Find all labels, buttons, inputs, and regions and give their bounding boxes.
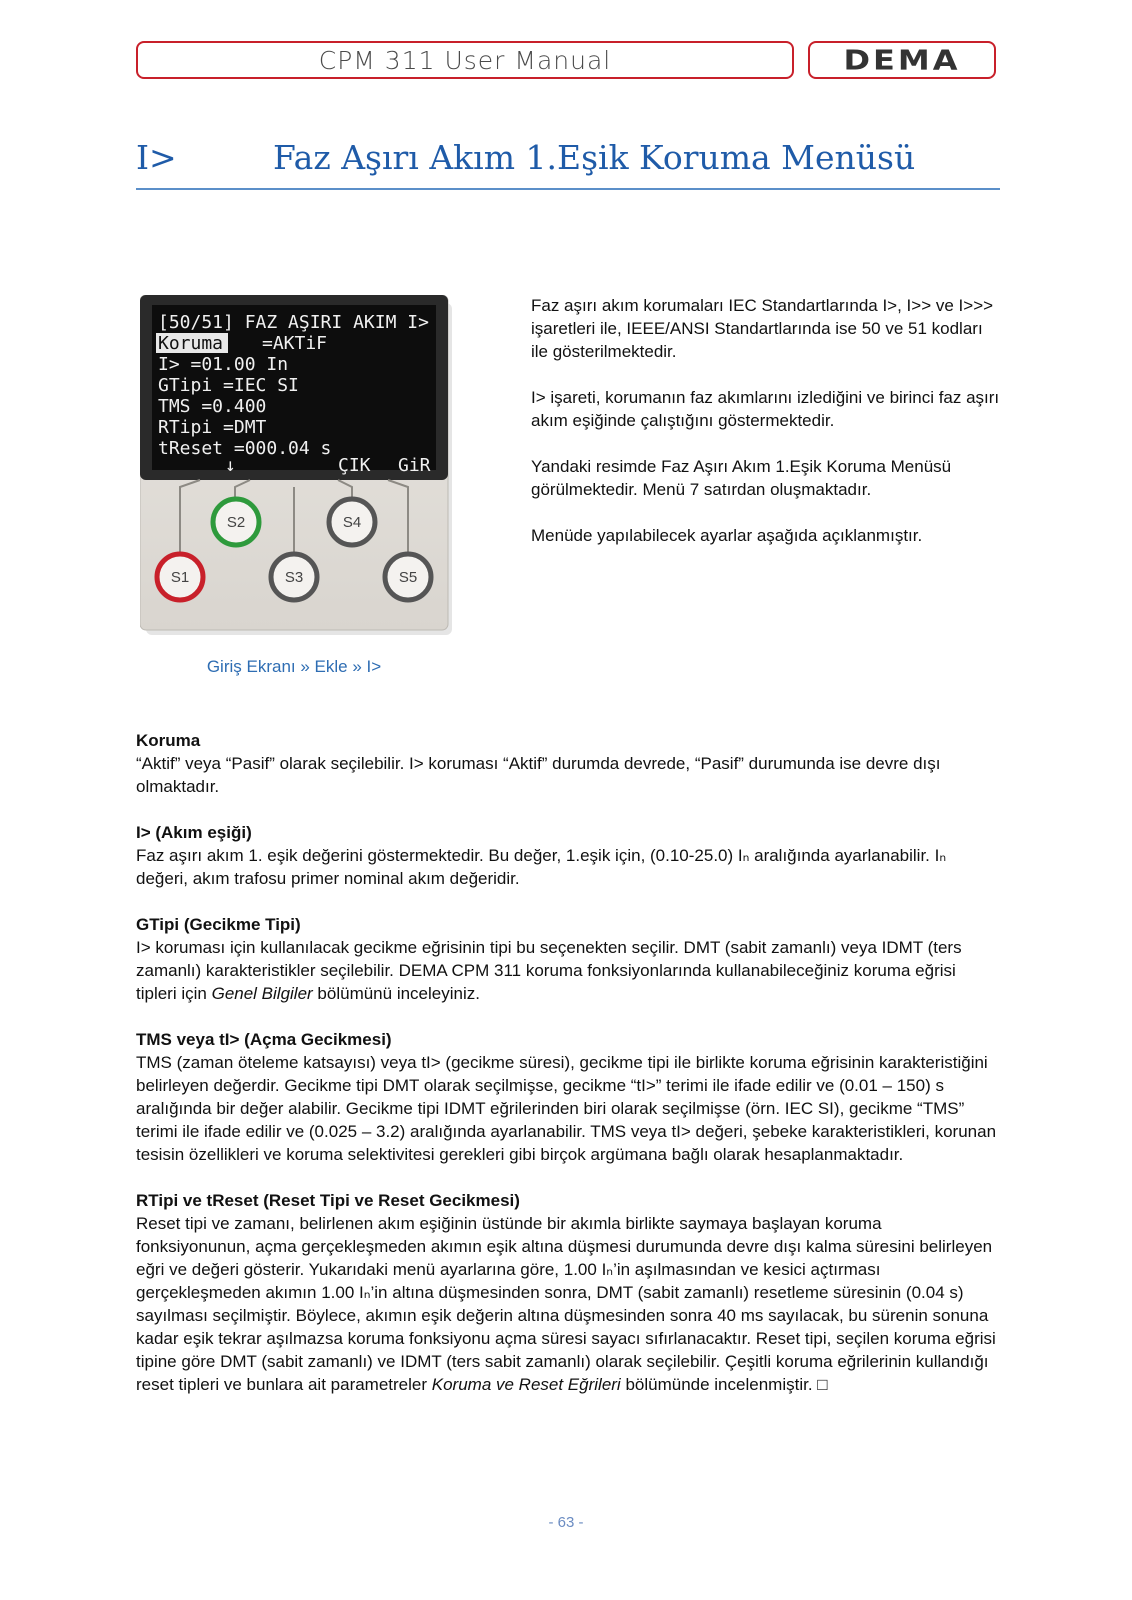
section-heading xyxy=(136,136,1000,190)
lcd-line-2-selected: Koruma xyxy=(158,333,224,354)
lcd-line-2-value: =AKTiF xyxy=(262,333,328,354)
intro-paragraph-2: I> işareti, korumanın faz akımlarını izlediğini ve birinci faz aşırı akım eşiğinde çalıştığını göstermektedir. xyxy=(531,388,1000,430)
lcd-line-7: tReset =000.04 s xyxy=(158,438,332,459)
s3-button[interactable] xyxy=(271,554,317,600)
dema-logo xyxy=(808,41,996,79)
svg-text:S1: S1 xyxy=(170,569,190,586)
intro-text xyxy=(531,294,1001,570)
lcd-line-1: [50/51] FAZ AŞIRI AKIM I> xyxy=(158,312,429,333)
lcd-line-3: I> =01.00 In xyxy=(158,354,289,375)
page-number: - 63 - xyxy=(548,1514,584,1531)
svg-text:S3: S3 xyxy=(284,569,304,586)
lcd-line-5: TMS =0.400 xyxy=(158,396,267,417)
section-text-koruma: “Aktif” veya “Pasif” olarak seçilebilir. I> koruması “Aktif” durumda devrede, “Pasif” durumunda ise devre dışı olmaktadır. xyxy=(136,754,941,796)
section-title-reset: RTipi ve tReset (Reset Tipi ve Reset Gecikmesi) xyxy=(136,1191,520,1210)
s5-button[interactable] xyxy=(385,554,431,600)
section-title-threshold: I> (Akım eşiği) xyxy=(136,823,252,842)
section-title-delay-type: GTipi (Gecikme Tipi) xyxy=(136,915,301,934)
intro-paragraph-1: Faz aşırı akım korumaları IEC Standartlarında I>, I>> ve I>>> işaretleri ile, IEEE/ANSI Standartlarında ise 50 ve 51 kodları ile gösterilmektedir. xyxy=(531,296,994,361)
heading-title: Faz Aşırı Akım 1.Eşik Koruma Menüsü xyxy=(273,138,916,177)
figure-caption: Giriş Ekranı » Ekle » I> xyxy=(206,657,382,676)
s1-button[interactable] xyxy=(157,554,203,600)
section-text-reset: Reset tipi ve zamanı, belirlenen akım eşiğinin üstünde bir akımla birlikte saymaya başlayan koruma fonksiyonunun, açma gerçekleşmeden akımın eşik altına düşmesi durumunda devre dışı kalma süresini belirleyen eğri ve değeri gösterir. Yukarıdaki menü ayarlarına göre, 1.00 Iₙ’in aşılmasından ve kesici açtırması gerçekleşmeden akımın 1.00 Iₙ’in altına düşmesinden sonra, DMT (sabit zamanlı) resetleme süresinin (0.04 s) sayılması seçilmiştir. Böylece, akımın eşik değerin altına düşmesinden sonra 40 ms sayılacak, bu sürenin sonuna kadar eşik tekrar aşılmazsa koruma fonksiyonu açma süresi sayacı sıfırlanacaktır. Reset tipi, seçilen koruma eğrisi tipine göre DMT (sabit zamanlı) ve IDMT (ters sabit zamanlı) olarak seçilebilir. Çeşitli koruma eğrilerinin kullandığı reset tipleri ve bunlara ait parametreler Koruma ve Reset Eğrileri bölümünde incelenmiştir. □ xyxy=(136,1214,996,1394)
intro-paragraph-3: Yandaki resimde Faz Aşırı Akım 1.Eşik Koruma Menüsü görülmektedir. Menü 7 satırdan oluşmaktadır. xyxy=(531,457,952,499)
section-text-threshold: Faz aşırı akım 1. eşik değerini göstermektedir. Bu değer, 1.eşik için, (0.10-25.0) Iₙ aralığında ayarlanabilir. Iₙ değeri, akım trafosu primer nominal akım değeridir. xyxy=(136,846,947,888)
softkey-exit: ÇIK xyxy=(338,455,371,476)
s2-button[interactable] xyxy=(213,499,259,545)
section-title-tms: TMS veya tI> (Açma Gecikmesi) xyxy=(136,1030,392,1049)
section-text-tms: TMS (zaman öteleme katsayısı) veya tI> (gecikme süresi), gecikme tipi ile birlikte koruma eğrisinin karakteristiğini belirleyen değerdir. Gecikme tipi DMT olarak seçilmişse, gecikme “tI>” terimi ile ifade edilir ve (0.01 – 150) s aralığında bir değer alabilir. Gecikme tipi IDMT eğrilerinden biri olarak seçilmişse (örn. IEC SI), gecikme “TMS” terimi ile ifade edilir ve (0.025 – 3.2) aralığında ayarlanabilir. TMS veya tI> değeri, şebeke karakteristikleri, korunan tesisin özellikleri ve koruma selektivitesi gerekleri gibi birçok argümana bağlı olarak hesaplanmaktadır. xyxy=(136,1053,997,1164)
intro-paragraph-4: Menüde yapılabilecek ayarlar aşağıda açıklanmıştır. xyxy=(531,526,923,545)
lcd-line-6: RTipi =DMT xyxy=(158,417,267,438)
relay-device-illustration xyxy=(140,295,458,640)
logo-text: DEMA xyxy=(843,43,961,77)
heading-symbol: I> xyxy=(136,138,177,177)
lcd-line-4: GTipi =IEC SI xyxy=(158,375,299,396)
softkey-enter: GiR xyxy=(398,455,431,476)
svg-text:S4: S4 xyxy=(342,514,362,531)
settings-description xyxy=(136,729,1000,1419)
header-title: CPM 311 User Manual xyxy=(318,45,612,75)
section-title-koruma: Koruma xyxy=(136,731,201,750)
softkey-down-icon: ↓ xyxy=(225,455,236,476)
svg-text:S2: S2 xyxy=(226,514,246,531)
header-title-box xyxy=(136,41,794,79)
section-text-delay-type: I> koruması için kullanılacak gecikme eğrisinin tipi bu seçenekten seçilir. DMT (sabit zamanlı) veya IDMT (ters zamanlı) karakteristikler seçilebilir. DEMA CPM 311 koruma fonksiyonlarında kullanabileceğiniz koruma eğrisi tipleri için Genel Bilgiler bölümünü inceleyiniz. xyxy=(136,938,962,1003)
svg-text:S5: S5 xyxy=(398,569,418,586)
s4-button[interactable] xyxy=(329,499,375,545)
